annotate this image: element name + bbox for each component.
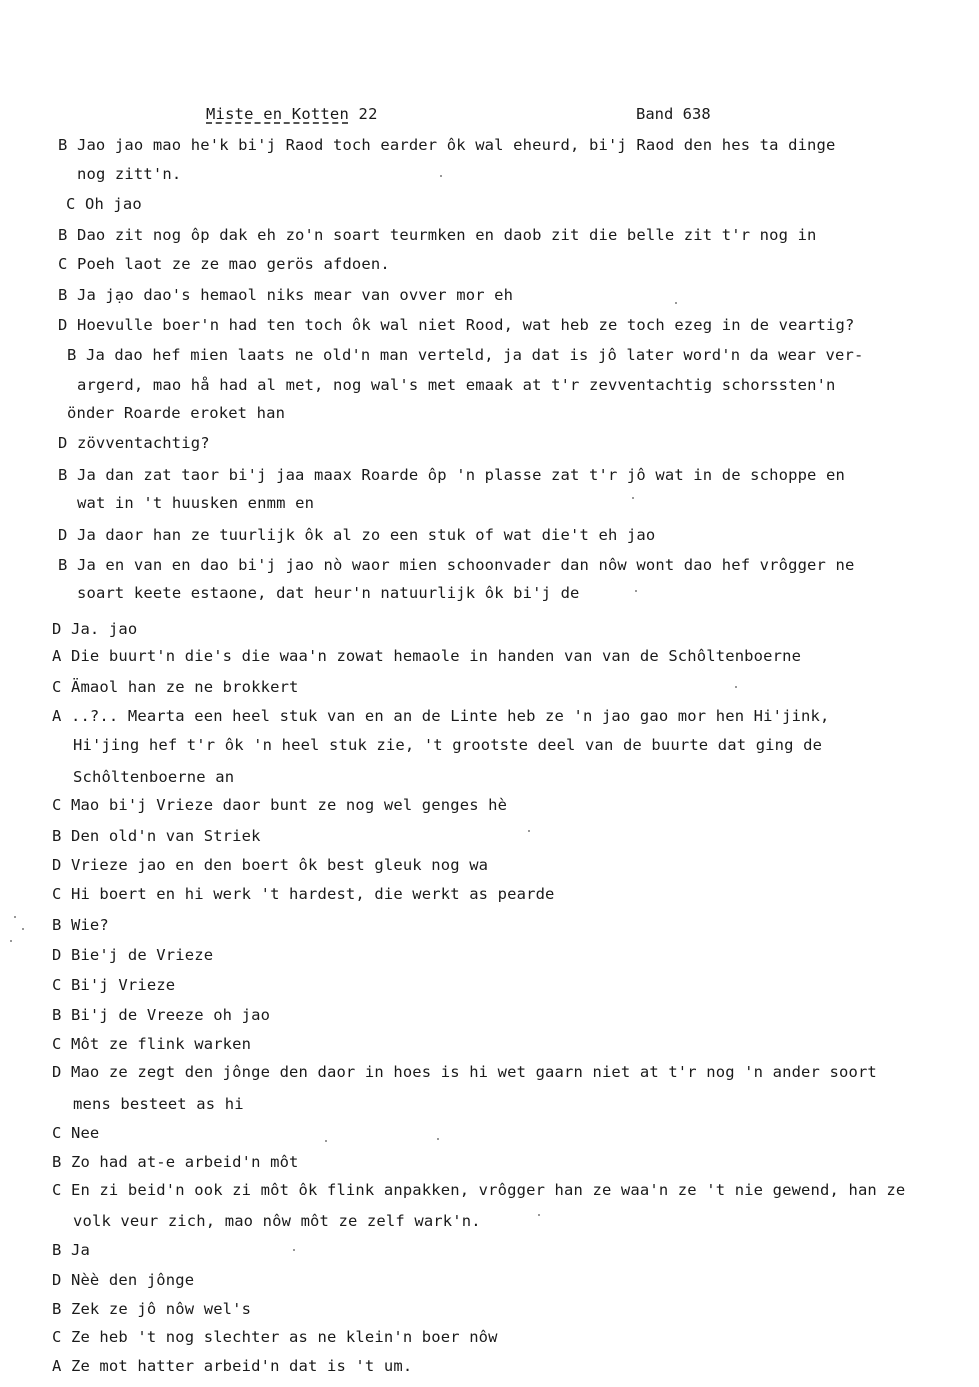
- transcript-line: C Nee: [52, 1124, 100, 1142]
- header-band: Band 638: [636, 105, 711, 123]
- transcript-line: C Oh jao: [66, 195, 142, 213]
- transcript-line: D zövventachtig?: [58, 434, 210, 452]
- transcript-line: argerd, mao hå had al met, nog wal's met emaak at t'r zevventachtig schorssten'n: [77, 376, 836, 394]
- transcript-line: C Poeh laot ze ze mao gerös afdoen.: [58, 255, 390, 273]
- transcript-line: B Den old'n van Striek: [52, 827, 261, 845]
- transcript-line: nog zitt'n.: [77, 165, 182, 183]
- transcript-line: wat in 't huusken enmm en: [77, 494, 315, 512]
- transcript-line: B Ja dan zat taor bi'j jaa maax Roarde ôp 'n plasse zat t'r jô wat in de schoppe en: [58, 466, 845, 484]
- transcript-line: B Wie?: [52, 916, 109, 934]
- paper-speck: [675, 302, 677, 304]
- transcript-line: D Vrieze jao en den boert ôk best gleuk nog wa: [52, 856, 489, 874]
- transcript-line: D Bie'j de Vrieze: [52, 946, 214, 964]
- transcript-line: D Ja. jao: [52, 620, 138, 638]
- transcript-line: Schôltenboerne an: [73, 768, 235, 786]
- paper-speck: [10, 940, 12, 942]
- transcript-line: A Die buurt'n die's die waa'n zowat hemaole in handen van van de Schôltenboerne: [52, 647, 802, 665]
- transcript-line: D Ja daor han ze tuurlijk ôk al zo een stuk of wat die't eh jao: [58, 526, 656, 544]
- transcript-line: A ..?.. Mearta een heel stuk van en an de Linte heb ze 'n jao gao mor hen Hi'jink,: [52, 707, 830, 725]
- header-page-number: 22: [358, 105, 378, 123]
- paper-speck: [635, 590, 637, 592]
- transcript-line: C En zi beid'n ook zi môt ôk flink anpakken, vrôgger han ze waa'n ze 't nie gewend, han ze: [52, 1181, 906, 1199]
- transcript-line: D Mao ze zegt den jônge den daor in hoes is hi wet gaarn niet at t'r nog 'n ander soort: [52, 1063, 877, 1081]
- transcript-line: C Mao bi'j Vrieze daor bunt ze nog wel genges hè: [52, 796, 508, 814]
- header-title: Miste en Kotten: [206, 105, 349, 123]
- paper-speck: [538, 1214, 540, 1216]
- transcript-line: Hi'jing hef t'r ôk 'n heel stuk zie, 't grootste deel van de buurte dat ging de: [73, 736, 823, 754]
- transcript-line: önder Roarde eroket han: [67, 404, 286, 422]
- transcript-line: B Zo had at-e arbeid'n môt: [52, 1153, 299, 1171]
- page-header: [206, 105, 378, 123]
- transcript-line: C Bi'j Vrieze: [52, 976, 176, 994]
- paper-speck: [735, 686, 737, 688]
- transcript-line: mens besteet as hi: [73, 1095, 244, 1113]
- transcript-line: C Hi boert en hi werk 't hardest, die werkt as pearde: [52, 885, 555, 903]
- transcript-line: B Ja dao hef mien laats ne old'n man verteld, ja dat is jô later word'n da wear ver-: [67, 346, 864, 364]
- paper-speck: [632, 497, 634, 499]
- transcript-line: volk veur zich, mao nôw môt ze zelf wark'n.: [73, 1212, 481, 1230]
- paper-speck: [14, 916, 16, 918]
- transcript-line: D Nèè den jônge: [52, 1271, 195, 1289]
- transcript-line: B Ja: [52, 1241, 90, 1259]
- paper-speck: [437, 1138, 439, 1140]
- transcript-line: A Ze mot hatter arbeid'n dat is 't um.: [52, 1357, 413, 1375]
- paper-speck: [293, 1249, 295, 1251]
- transcript-line: C Ämaol han ze ne brokkert: [52, 678, 299, 696]
- transcript-line: B Bi'j de Vreeze oh jao: [52, 1006, 271, 1024]
- transcript-line: B Zek ze jô nôw wel's: [52, 1300, 252, 1318]
- transcript-line: soart keete estaone, dat heur'n natuurlijk ôk bi'j de: [77, 584, 580, 602]
- transcript-line: B Dao zit nog ôp dak eh zo'n soart teurmken en daob zit die belle zit t'r nog in: [58, 226, 817, 244]
- transcript-line: B Jao jao mao he'k bi'j Raod toch earder ôk wal eheurd, bi'j Raod den hes ta dinge: [58, 136, 836, 154]
- paper-speck: [528, 830, 530, 832]
- transcript-line: B Ja en van en dao bi'j jao nò waor mien schoonvader dan nôw wont dao hef vrôgger ne: [58, 556, 855, 574]
- paper-speck: [440, 175, 442, 177]
- transcript-line: C Môt ze flink warken: [52, 1035, 252, 1053]
- transcript-line: C Ze heb 't nog slechter as ne klein'n boer nôw: [52, 1328, 498, 1346]
- transcript-line: B Ja jạo dao's hemaol niks mear van ovver mor eh: [58, 286, 514, 304]
- transcript-line: D Hoevulle boer'n had ten toch ôk wal niet Rood, wat heb ze toch ezeg in de veartig?: [58, 316, 855, 334]
- paper-speck: [22, 928, 24, 930]
- paper-speck: [325, 1140, 327, 1142]
